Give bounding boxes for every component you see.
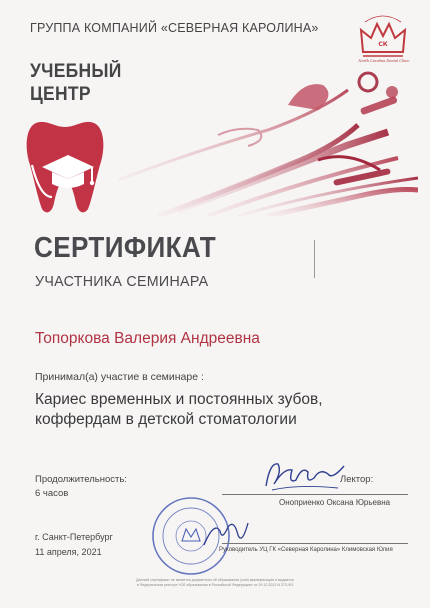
brand-tagline: North Carolina Dental Clinic [358, 59, 410, 63]
participation-statement: Принимал(а) участие в семинаре : [35, 371, 204, 383]
footer-line2: в Федеральном реестре «Об образовании в Российской Федерации» от 29.12.2012 N 273-ФЗ [136, 582, 294, 587]
lector-signature [258, 454, 348, 498]
city: г. Санкт-Петербург [35, 532, 113, 542]
center-title-line1: УЧЕБНЫЙ [30, 61, 122, 82]
participant-name: Топоркова Валерия Андреевна [35, 330, 260, 347]
lector-label: Лектор: [340, 474, 374, 485]
seminar-topic-line2: коффердам в детской стоматологии [35, 411, 297, 429]
crown-logo-icon [357, 12, 409, 64]
director-signature-line [222, 543, 408, 544]
seminar-topic [35, 390, 323, 430]
lector-signature-line [222, 494, 408, 495]
dental-instruments-illustration [118, 70, 418, 216]
certificate-subtitle: УЧАСТНИКА СЕМИНАРА [35, 273, 209, 290]
center-title-line2: ЦЕНТР [30, 84, 91, 105]
group-name: ГРУППА КОМПАНИЙ «СЕВЕРНАЯ КАРОЛИНА» [30, 21, 319, 35]
footer-disclaimer [95, 578, 335, 588]
footer-line1: Данный сертификат не является документом об образовании (или) квалификации и выдается [136, 578, 294, 582]
director-name: Руководитель УЦ ГК «Северная Каролина» Климовская Юлия [219, 547, 393, 553]
tooth-graduation-logo-icon [22, 117, 108, 215]
svg-text:СК: СК [378, 41, 388, 48]
divider-line [314, 240, 315, 278]
issue-date: 11 апреля, 2021 [35, 547, 102, 557]
lector-name: Оноприенко Оксана Юрьевна [279, 498, 391, 507]
seminar-topic-line1: Кариес временных и постоянных зубов, [35, 391, 323, 408]
certificate-title: СЕРТИФИКАТ [34, 232, 217, 264]
duration-label: Продолжительность: [35, 474, 127, 485]
duration-value: 6 часов [35, 488, 69, 499]
